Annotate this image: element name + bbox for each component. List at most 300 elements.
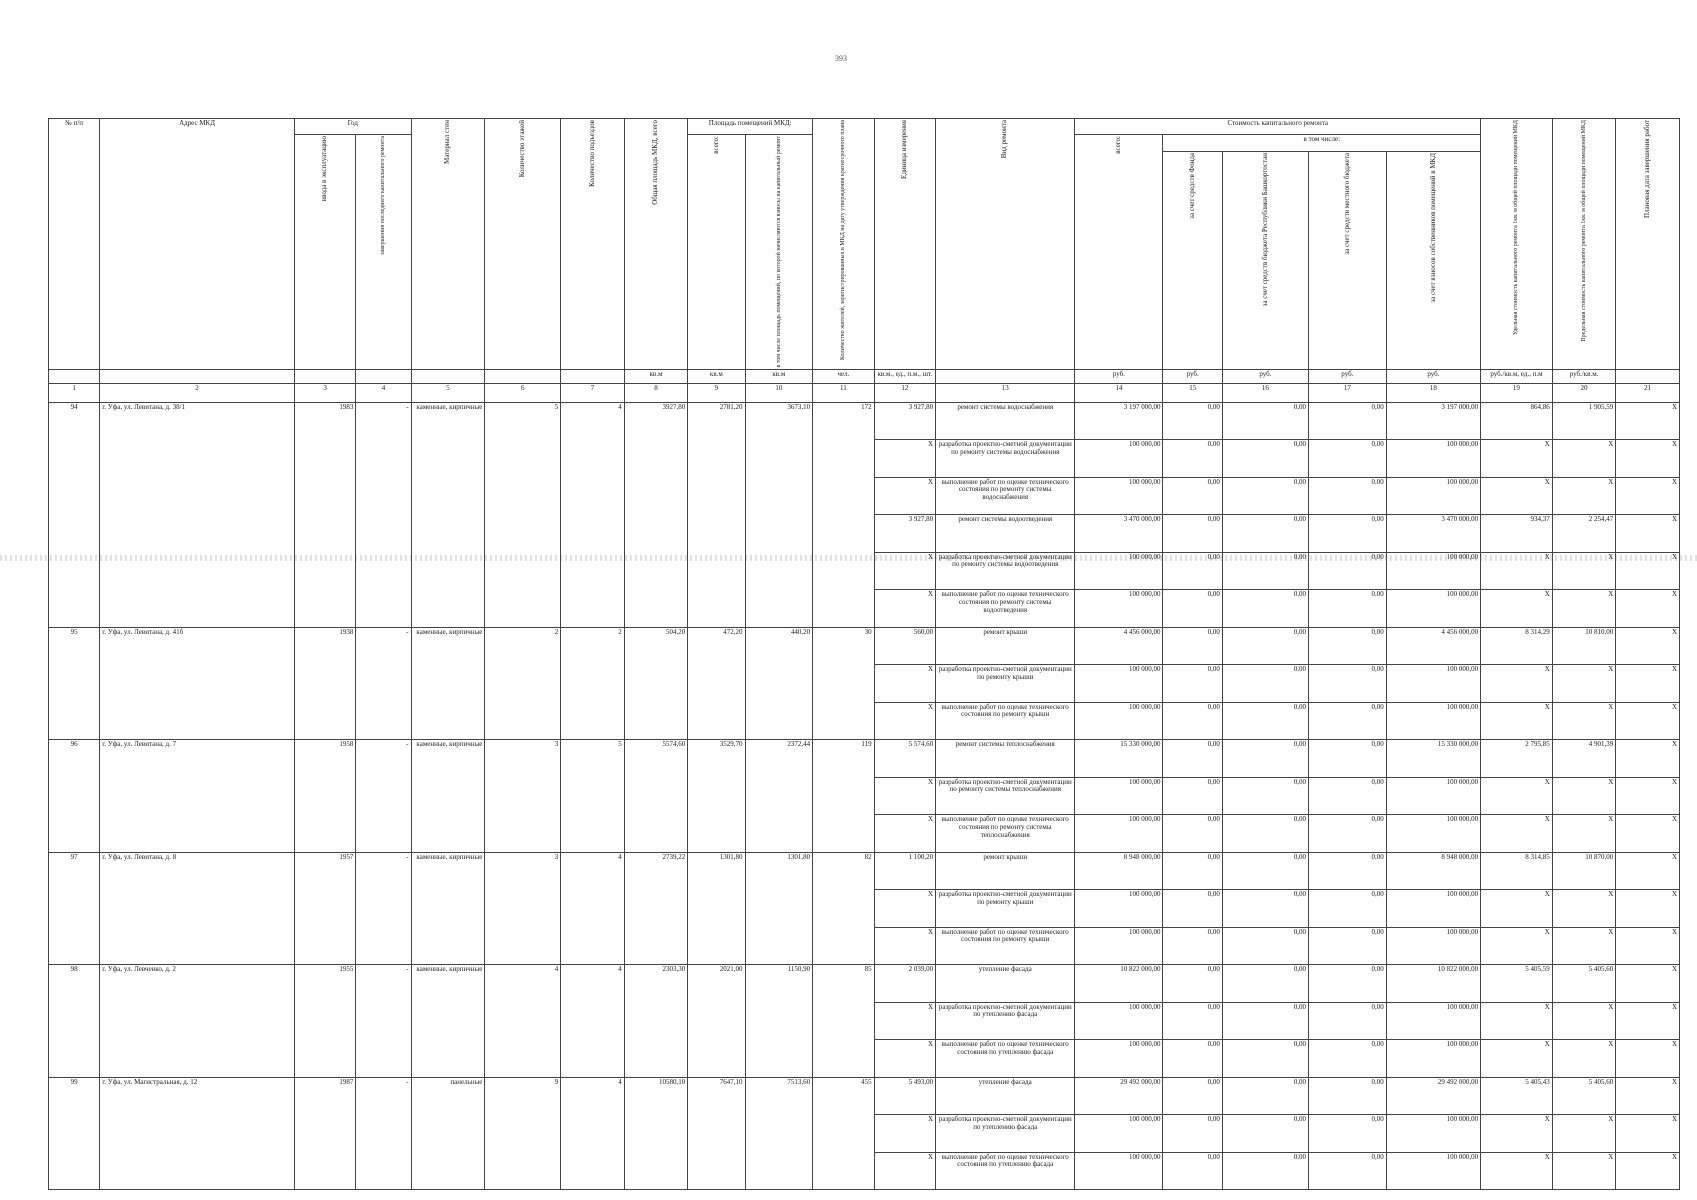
house-address: г. Уфа, ул. Магистральная, д. 12: [100, 1077, 295, 1190]
work-cost-owners: 100 000,00: [1386, 1002, 1480, 1040]
work-date: X: [1616, 477, 1680, 515]
work-cost-total: 29 492 000,00: [1075, 1077, 1163, 1115]
work-date: X: [1616, 627, 1680, 665]
work-cost-total: 100 000,00: [1075, 815, 1163, 853]
hdr-residents: Количество жителей, зарегистрированных в МКД на дату утверждения краткосрочного плана: [840, 120, 847, 361]
work-max-cost: 5 405,60: [1552, 965, 1616, 1003]
work-type: разработка проектно-сметной документации по ремонту системы водоотведения: [936, 552, 1075, 590]
work-cost-rb: 0,00: [1222, 965, 1308, 1003]
work-cost-owners: 100 000,00: [1386, 815, 1480, 853]
work-date: X: [1616, 927, 1680, 965]
work-type: ремонт системы теплоснабжения: [936, 740, 1075, 778]
house-residents: 119: [813, 740, 874, 853]
col-num: 17: [1308, 383, 1386, 402]
work-cost-local: 0,00: [1308, 1040, 1386, 1078]
work-unit: X: [874, 552, 935, 590]
work-unit: X: [874, 777, 935, 815]
col-num: 6: [485, 383, 561, 402]
work-cost-total: 100 000,00: [1075, 440, 1163, 478]
house-wall-material: каменные, кирпичные: [411, 627, 485, 740]
house-address: г. Уфа, ул. Левченко, д. 2: [100, 965, 295, 1078]
hdr-entrances: Количество подъездов: [587, 120, 596, 187]
unit-owners: руб.: [1386, 369, 1480, 383]
work-cost-owners: 100 000,00: [1386, 1115, 1480, 1153]
house-total-area: 2739,22: [624, 852, 688, 965]
work-max-cost: 4 901,39: [1552, 740, 1616, 778]
work-cost-fund: 0,00: [1163, 477, 1222, 515]
house-year-built: 1955: [294, 965, 355, 1078]
work-type: разработка проектно-сметной документации по ремонту системы водоснабжения: [936, 440, 1075, 478]
house-floors: 3: [485, 852, 561, 965]
work-cost-local: 0,00: [1308, 552, 1386, 590]
hdr-premises-group: Площадь помещений МКД:: [688, 119, 813, 135]
work-cost-fund: 0,00: [1163, 515, 1222, 553]
work-max-cost: X: [1552, 477, 1616, 515]
work-cost-total: 3 470 000,00: [1075, 515, 1163, 553]
work-max-cost: X: [1552, 665, 1616, 703]
work-max-cost: X: [1552, 1152, 1616, 1190]
work-unit-cost: X: [1481, 777, 1553, 815]
work-cost-local: 0,00: [1308, 1115, 1386, 1153]
work-cost-local: 0,00: [1308, 890, 1386, 928]
hdr-wall: Материал стен: [443, 120, 452, 164]
work-unit-cost: 934,37: [1481, 515, 1553, 553]
work-cost-total: 100 000,00: [1075, 927, 1163, 965]
work-unit: X: [874, 815, 935, 853]
house-total-area: 10580,10: [624, 1077, 688, 1190]
work-cost-local: 0,00: [1308, 1152, 1386, 1190]
house-premises-owned: 1301,80: [745, 852, 813, 965]
work-cost-rb: 0,00: [1222, 1115, 1308, 1153]
work-unit-cost: X: [1481, 1002, 1553, 1040]
work-cost-owners: 15 330 000,00: [1386, 740, 1480, 778]
house-number: 94: [49, 402, 100, 627]
work-cost-owners: 100 000,00: [1386, 702, 1480, 740]
work-cost-local: 0,00: [1308, 590, 1386, 628]
work-type: выполнение работ по оценке технического состояния по ремонту системы водоотведения: [936, 590, 1075, 628]
work-cost-owners: 100 000,00: [1386, 1040, 1480, 1078]
work-unit-cost: 2 795,85: [1481, 740, 1553, 778]
work-cost-local: 0,00: [1308, 1002, 1386, 1040]
hdr-fund: за счет средств Фонда: [1187, 152, 1196, 219]
house-floors: 3: [485, 740, 561, 853]
hdr-max-cost: Предельная стоимость капитального ремонта 1кв. м общей площади помещений МКД: [1580, 120, 1587, 342]
house-premises-owned: 1150,90: [745, 965, 813, 1078]
work-cost-rb: 0,00: [1222, 815, 1308, 853]
work-max-cost: X: [1552, 890, 1616, 928]
hdr-including: в том числе:: [1163, 135, 1481, 152]
house-wall-material: панельные: [411, 1077, 485, 1190]
work-unit: 3 927,80: [874, 515, 935, 553]
house-year-repair: -: [356, 1077, 411, 1190]
unit-local: руб.: [1308, 369, 1386, 383]
work-type: разработка проектно-сметной документации по ремонту крыши: [936, 665, 1075, 703]
house-entrances: 4: [561, 1077, 625, 1190]
house-year-built: 1958: [294, 740, 355, 853]
work-type: ремонт системы водоотведения: [936, 515, 1075, 553]
hdr-cost-group: Стоимость капитального ремонта: [1075, 119, 1481, 135]
house-premises-total: 3529,70: [688, 740, 745, 853]
work-cost-rb: 0,00: [1222, 477, 1308, 515]
col-num: 3: [294, 383, 355, 402]
work-cost-local: 0,00: [1308, 515, 1386, 553]
work-unit: 5 493,00: [874, 1077, 935, 1115]
hdr-floors: Количество этажей: [517, 120, 526, 178]
work-cost-rb: 0,00: [1222, 852, 1308, 890]
work-unit: X: [874, 1040, 935, 1078]
work-max-cost: X: [1552, 927, 1616, 965]
table-row: [49, 740, 1680, 778]
house-number: 99: [49, 1077, 100, 1190]
work-cost-owners: 100 000,00: [1386, 477, 1480, 515]
hdr-owners: за счет взносов собственников помещений в МКД: [1428, 152, 1437, 303]
work-cost-owners: 8 948 000,00: [1386, 852, 1480, 890]
work-cost-local: 0,00: [1308, 852, 1386, 890]
work-cost-fund: 0,00: [1163, 1152, 1222, 1190]
work-cost-total: 10 822 000,00: [1075, 965, 1163, 1003]
work-unit-cost: 8 314,85: [1481, 852, 1553, 890]
col-num: 19: [1481, 383, 1553, 402]
work-cost-total: 8 948 000,00: [1075, 852, 1163, 890]
hdr-year-group: Год: [294, 119, 411, 135]
unit-rb: руб.: [1222, 369, 1308, 383]
work-date: X: [1616, 965, 1680, 1003]
house-floors: 9: [485, 1077, 561, 1190]
hdr-unit: Единица измерения: [900, 120, 908, 179]
unit-residents: чел.: [813, 369, 874, 383]
house-year-built: 1957: [294, 852, 355, 965]
work-type: разработка проектно-сметной документации по ремонту крыши: [936, 890, 1075, 928]
work-max-cost: 10 870,00: [1552, 852, 1616, 890]
hdr-local: за счет средств местного бюджета: [1342, 152, 1351, 255]
work-cost-total: 100 000,00: [1075, 1115, 1163, 1153]
hdr-prem-total: всего:: [711, 136, 720, 154]
work-type: разработка проектно-сметной документации по ремонту системы теплоснабжения: [936, 777, 1075, 815]
work-cost-fund: 0,00: [1163, 890, 1222, 928]
house-year-repair: -: [356, 965, 411, 1078]
house-total-area: 504,20: [624, 627, 688, 740]
work-cost-rb: 0,00: [1222, 740, 1308, 778]
work-unit: X: [874, 890, 935, 928]
work-cost-total: 100 000,00: [1075, 1040, 1163, 1078]
work-unit: 560,00: [874, 627, 935, 665]
work-unit-cost: X: [1481, 440, 1553, 478]
work-cost-fund: 0,00: [1163, 1115, 1222, 1153]
work-unit: X: [874, 665, 935, 703]
work-cost-fund: 0,00: [1163, 777, 1222, 815]
unit-prem-owned: кв.м: [745, 369, 813, 383]
table-row: [49, 1077, 1680, 1115]
work-unit-cost: X: [1481, 702, 1553, 740]
col-num: 1: [49, 383, 100, 402]
work-cost-local: 0,00: [1308, 815, 1386, 853]
work-cost-rb: 0,00: [1222, 1152, 1308, 1190]
house-residents: 82: [813, 852, 874, 965]
work-unit: 1 100,20: [874, 852, 935, 890]
work-cost-local: 0,00: [1308, 927, 1386, 965]
house-number: 96: [49, 740, 100, 853]
hdr-year-built: ввода в эксплуатацию: [320, 136, 329, 202]
hdr-year-repair: завершения последнего капитального ремонта: [380, 136, 387, 255]
work-cost-rb: 0,00: [1222, 402, 1308, 440]
work-cost-owners: 3 470 000,00: [1386, 515, 1480, 553]
work-cost-fund: 0,00: [1163, 1077, 1222, 1115]
house-year-built: 1938: [294, 627, 355, 740]
work-unit: X: [874, 440, 935, 478]
work-type: ремонт системы водоснабжения: [936, 402, 1075, 440]
work-cost-fund: 0,00: [1163, 702, 1222, 740]
work-unit-cost: X: [1481, 1152, 1553, 1190]
house-number: 95: [49, 627, 100, 740]
work-cost-owners: 100 000,00: [1386, 552, 1480, 590]
work-cost-owners: 10 822 000,00: [1386, 965, 1480, 1003]
work-cost-fund: 0,00: [1163, 552, 1222, 590]
work-max-cost: 10 810,00: [1552, 627, 1616, 665]
hdr-date: Плановая дата завершения работ: [1642, 120, 1651, 219]
work-date: X: [1616, 1002, 1680, 1040]
work-date: X: [1616, 1077, 1680, 1115]
house-floors: 4: [485, 965, 561, 1078]
work-cost-owners: 100 000,00: [1386, 890, 1480, 928]
house-year-repair: -: [356, 852, 411, 965]
house-year-repair: -: [356, 402, 411, 627]
house-wall-material: каменные, кирпичные: [411, 402, 485, 627]
work-max-cost: 1 905,59: [1552, 402, 1616, 440]
work-max-cost: 5 405,60: [1552, 1077, 1616, 1115]
house-address: г. Уфа, ул. Левитана, д. 38/1: [100, 402, 295, 627]
work-type: ремонт крыши: [936, 852, 1075, 890]
house-residents: 455: [813, 1077, 874, 1190]
hdr-no: № п/п: [49, 119, 100, 370]
repair-table: [48, 118, 1680, 1190]
work-type: ремонт крыши: [936, 627, 1075, 665]
work-cost-owners: 100 000,00: [1386, 665, 1480, 703]
work-cost-fund: 0,00: [1163, 1002, 1222, 1040]
work-unit: 5 574,60: [874, 740, 935, 778]
work-cost-owners: 100 000,00: [1386, 777, 1480, 815]
work-cost-local: 0,00: [1308, 702, 1386, 740]
work-cost-local: 0,00: [1308, 440, 1386, 478]
work-cost-total: 100 000,00: [1075, 1152, 1163, 1190]
work-cost-total: 100 000,00: [1075, 477, 1163, 515]
work-date: X: [1616, 515, 1680, 553]
work-cost-rb: 0,00: [1222, 890, 1308, 928]
work-date: X: [1616, 1115, 1680, 1153]
work-cost-total: 100 000,00: [1075, 590, 1163, 628]
work-unit-cost: 8 314,29: [1481, 627, 1553, 665]
col-num: 13: [936, 383, 1075, 402]
work-cost-rb: 0,00: [1222, 515, 1308, 553]
work-cost-fund: 0,00: [1163, 740, 1222, 778]
house-wall-material: каменные, кирпичные: [411, 740, 485, 853]
hdr-address: Адрес МКД: [100, 119, 295, 370]
work-unit: X: [874, 927, 935, 965]
col-num: 16: [1222, 383, 1308, 402]
work-cost-total: 100 000,00: [1075, 777, 1163, 815]
col-num: 5: [411, 383, 485, 402]
house-entrances: 4: [561, 402, 625, 627]
house-residents: 172: [813, 402, 874, 627]
work-unit-cost: X: [1481, 552, 1553, 590]
work-unit-cost: X: [1481, 927, 1553, 965]
work-unit-cost: 5 405,43: [1481, 1077, 1553, 1115]
house-year-built: 1983: [294, 402, 355, 627]
work-cost-fund: 0,00: [1163, 1040, 1222, 1078]
house-wall-material: каменные, кирпичные: [411, 965, 485, 1078]
unit-unit-cost: руб./кв.м, ед., п.м: [1481, 369, 1553, 383]
work-cost-owners: 100 000,00: [1386, 927, 1480, 965]
work-cost-total: 100 000,00: [1075, 890, 1163, 928]
unit-unit: кв.м., ед., п.м., шт.: [874, 369, 935, 383]
work-date: X: [1616, 777, 1680, 815]
col-num: 21: [1616, 383, 1680, 402]
work-cost-fund: 0,00: [1163, 440, 1222, 478]
work-max-cost: X: [1552, 815, 1616, 853]
house-premises-total: 2021,00: [688, 965, 745, 1078]
work-cost-rb: 0,00: [1222, 1040, 1308, 1078]
work-date: X: [1616, 852, 1680, 890]
hdr-rb: за счет средств бюджета Республики Башкортостан: [1260, 152, 1269, 307]
work-cost-rb: 0,00: [1222, 702, 1308, 740]
work-unit: X: [874, 702, 935, 740]
work-unit: X: [874, 477, 935, 515]
work-cost-owners: 100 000,00: [1386, 1152, 1480, 1190]
house-entrances: 4: [561, 852, 625, 965]
house-total-area: 5574,60: [624, 740, 688, 853]
work-cost-total: 3 197 000,00: [1075, 402, 1163, 440]
house-premises-owned: 7513,60: [745, 1077, 813, 1190]
page-number: 393: [835, 54, 847, 63]
col-num: 8: [624, 383, 688, 402]
work-cost-total: 4 456 000,00: [1075, 627, 1163, 665]
house-total-area: 2303,30: [624, 965, 688, 1078]
work-unit-cost: X: [1481, 477, 1553, 515]
house-residents: 85: [813, 965, 874, 1078]
col-num: 18: [1386, 383, 1480, 402]
work-type: утепление фасада: [936, 1077, 1075, 1115]
house-address: г. Уфа, ул. Левитана, д. 41б: [100, 627, 295, 740]
work-cost-local: 0,00: [1308, 965, 1386, 1003]
unit-total-area: кв.м: [624, 369, 688, 383]
work-date: X: [1616, 702, 1680, 740]
work-unit-cost: 864,86: [1481, 402, 1553, 440]
work-unit-cost: X: [1481, 1115, 1553, 1153]
col-num: 10: [745, 383, 813, 402]
col-num: 2: [100, 383, 295, 402]
work-cost-local: 0,00: [1308, 402, 1386, 440]
work-cost-owners: 3 197 000,00: [1386, 402, 1480, 440]
work-unit-cost: X: [1481, 665, 1553, 703]
work-max-cost: 2 254,47: [1552, 515, 1616, 553]
house-premises-owned: 2372,44: [745, 740, 813, 853]
work-unit: X: [874, 1002, 935, 1040]
work-cost-fund: 0,00: [1163, 665, 1222, 703]
work-max-cost: X: [1552, 777, 1616, 815]
work-type: выполнение работ по оценке технического состояния по утеплению фасада: [936, 1040, 1075, 1078]
house-address: г. Уфа, ул. Левитана, д. 7: [100, 740, 295, 853]
house-floors: 5: [485, 402, 561, 627]
work-date: X: [1616, 665, 1680, 703]
house-premises-total: 7647,10: [688, 1077, 745, 1190]
work-type: выполнение работ по оценке технического состояния по ремонту крыши: [936, 702, 1075, 740]
house-premises-owned: 3673,10: [745, 402, 813, 627]
work-type: выполнение работ по оценке технического состояния по ремонту крыши: [936, 927, 1075, 965]
house-year-repair: -: [356, 740, 411, 853]
work-cost-fund: 0,00: [1163, 627, 1222, 665]
work-cost-rb: 0,00: [1222, 665, 1308, 703]
work-cost-rb: 0,00: [1222, 927, 1308, 965]
work-type: выполнение работ по оценке технического состояния по ремонту системы теплоснабжения: [936, 815, 1075, 853]
work-date: X: [1616, 890, 1680, 928]
hdr-cost-total: всего:: [1114, 136, 1123, 154]
house-premises-total: 2781,20: [688, 402, 745, 627]
work-max-cost: X: [1552, 1002, 1616, 1040]
house-entrances: 4: [561, 965, 625, 1078]
work-cost-total: 100 000,00: [1075, 552, 1163, 590]
work-unit-cost: 5 405,59: [1481, 965, 1553, 1003]
hdr-prem-owned: в том числе площадь помещений, по которой начисляются взносы на капитальный ремонт: [775, 136, 782, 368]
work-unit: 2 039,00: [874, 965, 935, 1003]
house-year-built: 1987: [294, 1077, 355, 1190]
table-row: [49, 852, 1680, 890]
work-cost-local: 0,00: [1308, 627, 1386, 665]
house-entrances: 5: [561, 740, 625, 853]
work-cost-fund: 0,00: [1163, 965, 1222, 1003]
work-unit: X: [874, 590, 935, 628]
work-unit-cost: X: [1481, 1040, 1553, 1078]
work-cost-rb: 0,00: [1222, 777, 1308, 815]
work-cost-fund: 0,00: [1163, 815, 1222, 853]
table-row: [49, 627, 1680, 665]
work-cost-fund: 0,00: [1163, 590, 1222, 628]
work-type: разработка проектно-сметной документации по утеплению фасада: [936, 1115, 1075, 1153]
house-entrances: 2: [561, 627, 625, 740]
col-num: 4: [356, 383, 411, 402]
house-wall-material: каменные, кирпичные: [411, 852, 485, 965]
work-cost-local: 0,00: [1308, 1077, 1386, 1115]
unit-prem-total: кв.м: [688, 369, 745, 383]
work-cost-rb: 0,00: [1222, 552, 1308, 590]
work-type: разработка проектно-сметной документации по утеплению фасада: [936, 1002, 1075, 1040]
work-max-cost: X: [1552, 702, 1616, 740]
col-num: 15: [1163, 383, 1222, 402]
work-unit-cost: X: [1481, 890, 1553, 928]
work-cost-total: 100 000,00: [1075, 702, 1163, 740]
col-num: 11: [813, 383, 874, 402]
unit-fund: руб.: [1163, 369, 1222, 383]
work-date: X: [1616, 440, 1680, 478]
unit-max-cost: руб./кв.м.: [1552, 369, 1616, 383]
work-type: выполнение работ по оценке технического состояния по утеплению фасада: [936, 1152, 1075, 1190]
hdr-work-type: Вид ремонта: [1000, 120, 1009, 159]
work-cost-owners: 29 492 000,00: [1386, 1077, 1480, 1115]
work-date: X: [1616, 1040, 1680, 1078]
table-row: [49, 965, 1680, 1003]
col-num: 14: [1075, 383, 1163, 402]
work-unit-cost: X: [1481, 815, 1553, 853]
house-address: г. Уфа, ул. Левитана, д. 8: [100, 852, 295, 965]
work-cost-fund: 0,00: [1163, 927, 1222, 965]
work-cost-fund: 0,00: [1163, 852, 1222, 890]
house-premises-total: 1301,80: [688, 852, 745, 965]
work-cost-rb: 0,00: [1222, 1002, 1308, 1040]
work-cost-total: 15 330 000,00: [1075, 740, 1163, 778]
col-num: 20: [1552, 383, 1616, 402]
work-date: X: [1616, 552, 1680, 590]
work-date: X: [1616, 590, 1680, 628]
table-row: [49, 402, 1680, 440]
work-max-cost: X: [1552, 1115, 1616, 1153]
